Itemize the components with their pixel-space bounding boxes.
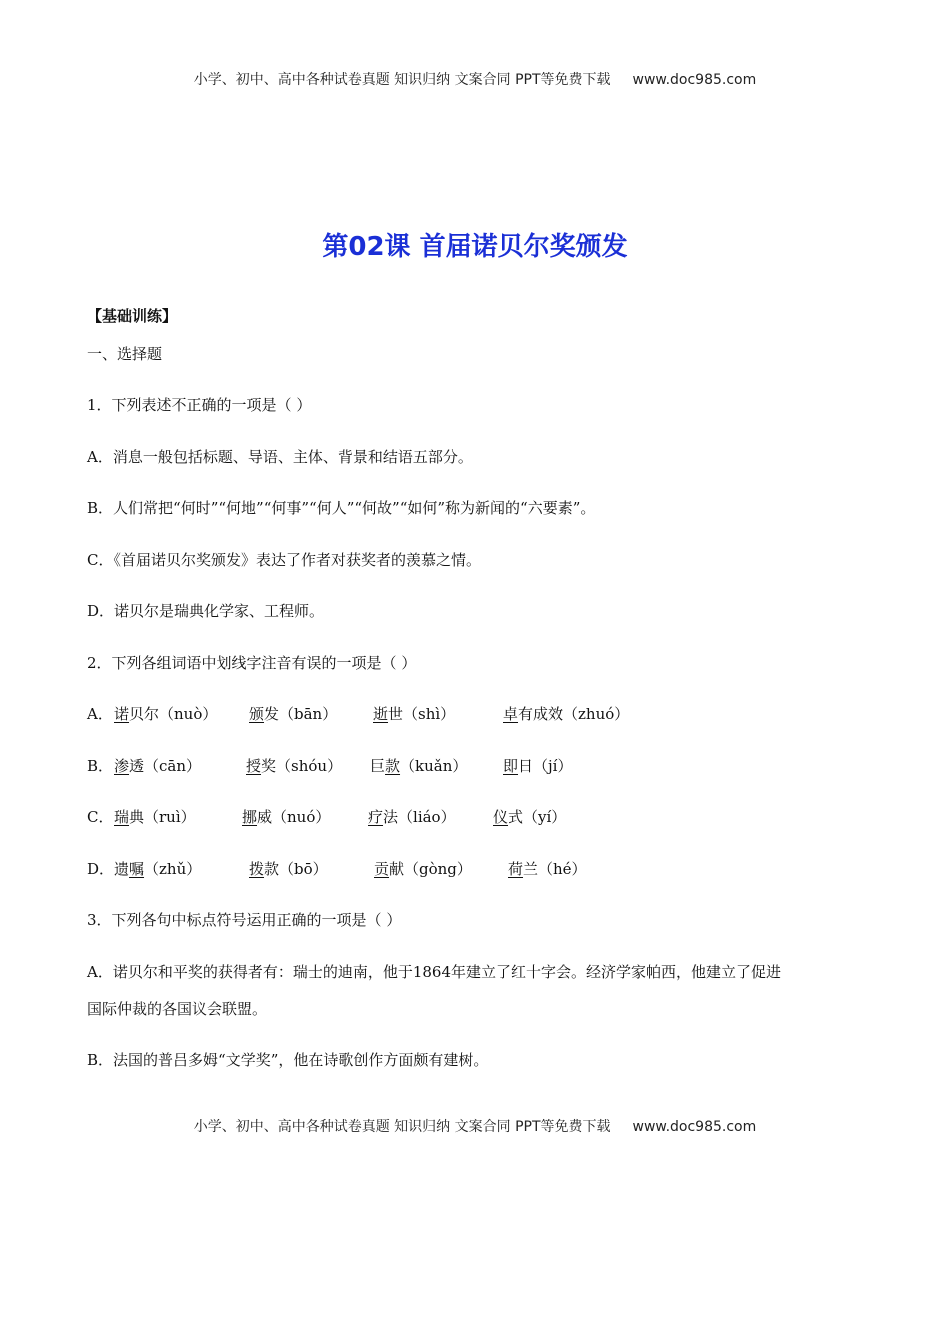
word-3: 疗法（liáo） (368, 808, 456, 826)
footer-text: 小学、初中、高中各种试卷真题 知识归纳 文案合同 PPT等免费下载 (193, 1119, 611, 1135)
footer-site[interactable]: www.doc985.com (632, 1119, 757, 1135)
option-letter: D． (87, 860, 115, 878)
option-letter: B． (87, 757, 114, 775)
header-text: 小学、初中、高中各种试卷真题 知识归纳 文案合同 PPT等免费下载 (193, 72, 611, 88)
word-2: 拨款（bō） (249, 860, 328, 878)
q3-option-a-line1: A．诺贝尔和平奖的获得者有：瑞士的迪南，他于1864年建立了红十字会。经济学家帕西，他建立了促进 (87, 963, 782, 981)
q1-option-a: A．消息一般包括标题、导语、主体、背景和结语五部分。 (87, 448, 473, 466)
option-letter: C． (87, 808, 114, 826)
page-footer (0, 1116, 950, 1136)
underlined-char: 荷 (508, 860, 524, 878)
underlined-char: 仪 (493, 808, 509, 826)
underlined-char: 疗 (368, 808, 384, 826)
word-1: 遗嘱（zhǔ） (114, 860, 202, 878)
underlined-char: 卓 (503, 705, 519, 723)
word-1: 瑞典（ruì） (114, 808, 196, 826)
word-1: 诺贝尔（nuò） (114, 705, 218, 723)
word-4: 仪式（yí） (493, 808, 567, 826)
underlined-char: 嘱 (129, 860, 145, 878)
underlined-char: 瑞 (114, 808, 130, 826)
q1-option-c: C．《首届诺贝尔奖颁发》表达了作者对获奖者的羡慕之情。 (87, 551, 481, 569)
word-4: 卓有成效（zhuó） (503, 705, 630, 723)
word-3: 巨款（kuǎn） (370, 757, 468, 775)
underlined-char: 诺 (114, 705, 130, 723)
word-4: 即日（jí） (503, 757, 573, 775)
underlined-char: 拨 (249, 860, 265, 878)
underlined-char: 渗 (114, 757, 130, 775)
q2-stem: 2．下列各组词语中划线字注音有误的一项是（ ） (87, 654, 417, 672)
q3-option-a-line2: 国际仲裁的各国议会联盟。 (87, 1000, 268, 1018)
word-1: 渗透（cān） (114, 757, 202, 775)
header-site[interactable]: www.doc985.com (632, 72, 757, 88)
page-header (0, 69, 950, 89)
q1-stem: 1．下列表述不正确的一项是（ ） (87, 396, 312, 414)
underlined-char: 挪 (242, 808, 258, 826)
word-3: 逝世（shì） (373, 705, 456, 723)
word-2: 授奖（shóu） (246, 757, 343, 775)
underlined-char: 贡 (374, 860, 390, 878)
q3-stem: 3．下列各句中标点符号运用正确的一项是（ ） (87, 911, 402, 929)
underlined-char: 颁 (249, 705, 265, 723)
underlined-char: 即 (503, 757, 519, 775)
underlined-char: 授 (246, 757, 262, 775)
word-3: 贡献（gòng） (374, 860, 472, 878)
word-2: 挪威（nuó） (242, 808, 331, 826)
word-4: 荷兰（hé） (508, 860, 587, 878)
part-heading: 一、选择题 (87, 345, 163, 363)
section-heading: 【基础训练】 (87, 307, 178, 325)
underlined-char: 款 (385, 757, 401, 775)
option-letter: A． (87, 705, 113, 723)
underlined-char: 逝 (373, 705, 389, 723)
word-2: 颁发（bān） (249, 705, 338, 723)
q1-option-b: B．人们常把“何时”“何地”“何事”“何人”“何故”“如何”称为新闻的“六要素”。 (87, 499, 596, 517)
q3-option-b: B．法国的普吕多姆“文学奖”，他在诗歌创作方面颇有建树。 (87, 1051, 489, 1069)
lesson-title: 第02课 首届诺贝尔奖颁发 (322, 232, 628, 262)
q1-option-d: D．诺贝尔是瑞典化学家、工程师。 (87, 602, 325, 620)
